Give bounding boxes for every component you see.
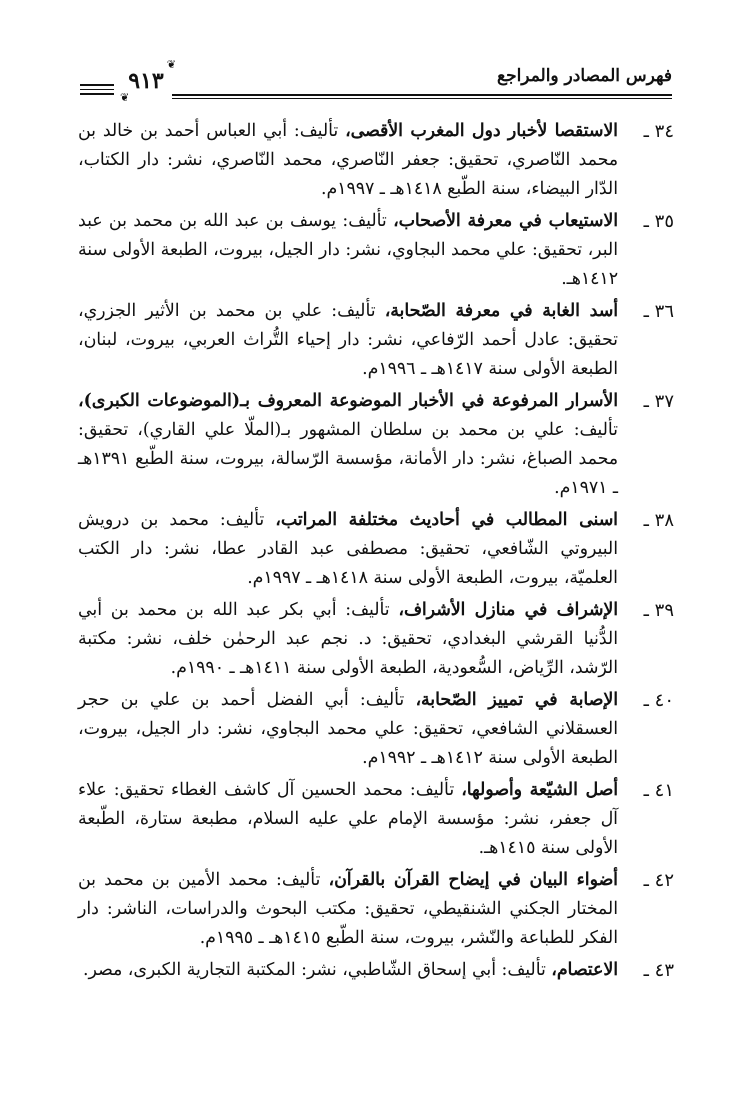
references-list	[78, 117, 674, 988]
entry-title: الإصابة في تمييز الصّحابة،	[415, 690, 618, 710]
entry-title: الأسرار المرفوعة في الأخبار الموضوعة المعروف بـ(الموضوعات الكبرى)،	[78, 391, 618, 411]
entry-body	[78, 686, 618, 773]
page-number-box	[116, 58, 176, 104]
reference-entry	[78, 506, 674, 593]
entry-text: تأليف: يوسف بن عبد الله بن محمد بن عبد البر، تحقيق: علي محمد البجاوي، نشر: دار الجيل، بيروت، الطبعة الأولى سنة ١٤١٢هـ.	[77, 211, 618, 289]
reference-entry	[78, 117, 674, 204]
entry-body	[78, 297, 618, 384]
reference-entry	[78, 776, 674, 863]
entry-title: الاستيعاب في معرفة الأصحاب،	[393, 211, 619, 231]
header-rule	[172, 94, 672, 96]
entry-text: تأليف: محمد الأمين بن محمد بن المختار الجكني الشنقيطي، تحقيق: مكتب البحوث والدراسات، الناشر: دار الفكر للطباعة والنّشر، بيروت، سنة الطّبع ١٤١٥هـ ـ ١٩٩٥م.	[78, 870, 618, 948]
entry-body	[78, 956, 618, 985]
reference-entry	[78, 297, 674, 384]
entry-text: تأليف: أبي إسحاق الشّاطبي، نشر: المكتبة التجارية الكبرى، مصر.	[83, 960, 546, 980]
entry-number: ٣٥ ـ	[643, 211, 674, 232]
reference-entry	[78, 866, 674, 953]
reference-entry	[78, 956, 674, 985]
entry-text: تأليف: أبي العباس أحمد بن خالد بن محمد النّاصري، تحقيق: جعفر النّاصري، محمد النّاصري، نشر: دار الكتاب، الدّار البيضاء، سنة الطّبع ١٤١٨هـ ـ ١٩٩٧م.	[78, 121, 618, 199]
entry-title: الإشراف في منازل الأشراف،	[398, 600, 618, 620]
entry-number: ٣٧ ـ	[643, 391, 674, 412]
running-title: فهرس المصادر والمراجع	[497, 66, 672, 86]
entry-title: الاعتصام،	[551, 960, 618, 980]
entry-number: ٣٨ ـ	[643, 510, 674, 531]
entry-text: تأليف: محمد الحسين آل كاشف الغطاء تحقيق: علاء آل جعفر، نشر: مؤسسة الإمام علي عليه السلام، مطبعة ستارة، الطّبعة الأولى سنة ١٤١٥هـ.	[78, 780, 618, 858]
entry-text: تأليف: علي بن محمد بن سلطان المشهور بـ(الملّا علي القاري)، تحقيق: محمد الصباغ، نشر: دار الأمانة، مؤسسة الرّسالة، بيروت، سنة الطّبع ١٣٩١هـ ـ ١٩٧١م.	[78, 420, 618, 498]
entry-body	[78, 117, 618, 204]
page-header	[80, 58, 672, 106]
entry-number: ٤٠ ـ	[643, 690, 674, 711]
entry-body	[78, 506, 618, 593]
ornament-icon: ❦	[120, 91, 130, 104]
entry-text: تأليف: علي بن محمد بن الأثير الجزري، تحقيق: عادل أحمد الرّفاعي، نشر: دار إحياء التُّراث العربي، بيروت، لبنان، الطبعة الأولى سنة ١٤١٧هـ ـ ١٩٩٦م.	[78, 301, 618, 379]
entry-number: ٤١ ـ	[643, 780, 674, 801]
entry-text: تأليف: أبي بكر عبد الله بن محمد بن أبي الدُّنيا القرشي البغدادي، تحقيق: د. نجم عبد الرحمٰن خلف، نشر: مكتبة الرّشد، الرِّياض، السُّعودية، الطبعة الأولى سنة ١٤١١هـ ـ ١٩٩٠م.	[78, 600, 618, 678]
entry-title: اسنى المطالب في أحاديث مختلفة المراتب،	[275, 510, 618, 530]
entry-number: ٣٩ ـ	[643, 600, 674, 621]
entry-body	[78, 866, 618, 953]
ornament-icon: ❦	[166, 58, 176, 71]
entry-body	[78, 207, 618, 294]
reference-entry	[78, 387, 674, 503]
entry-body	[78, 776, 618, 863]
entry-number: ٤٢ ـ	[643, 870, 674, 891]
entry-title: أضواء البيان في إيضاح القرآن بالقرآن،	[328, 870, 618, 890]
entry-number: ٤٣ ـ	[643, 960, 674, 981]
entry-title: أصل الشيّعة وأصولها،	[461, 780, 619, 800]
entry-text: تأليف: محمد بن درويش البيروتي الشّافعي، تحقيق: مصطفى عبد القادر عطا، نشر: دار الكتب العلميّة، بيروت، الطبعة الأولى سنة ١٤١٨هـ ـ ١٩٩٧م.	[78, 510, 618, 588]
entry-body	[78, 596, 618, 683]
entry-body	[78, 387, 618, 503]
entry-title: الاستقصا لأخبار دول المغرب الأقصى،	[345, 121, 618, 141]
entry-number: ٣٦ ـ	[643, 301, 674, 322]
header-side-rule	[80, 84, 114, 98]
entry-title: أسد الغابة في معرفة الصّحابة،	[384, 301, 618, 321]
page-number: ٩١٣	[128, 68, 164, 94]
entry-number: ٣٤ ـ	[643, 121, 674, 142]
reference-entry	[78, 686, 674, 773]
header-rule-thin	[172, 98, 672, 99]
reference-entry	[78, 207, 674, 294]
reference-entry	[78, 596, 674, 683]
entry-text: تأليف: أبي الفضل أحمد بن علي بن حجر العسقلاني الشافعي، تحقيق: علي محمد البجاوي، نشر: دار الجيل، بيروت، الطبعة الأولى سنة ١٤١٢هـ ـ ١٩٩٢م.	[78, 690, 618, 768]
